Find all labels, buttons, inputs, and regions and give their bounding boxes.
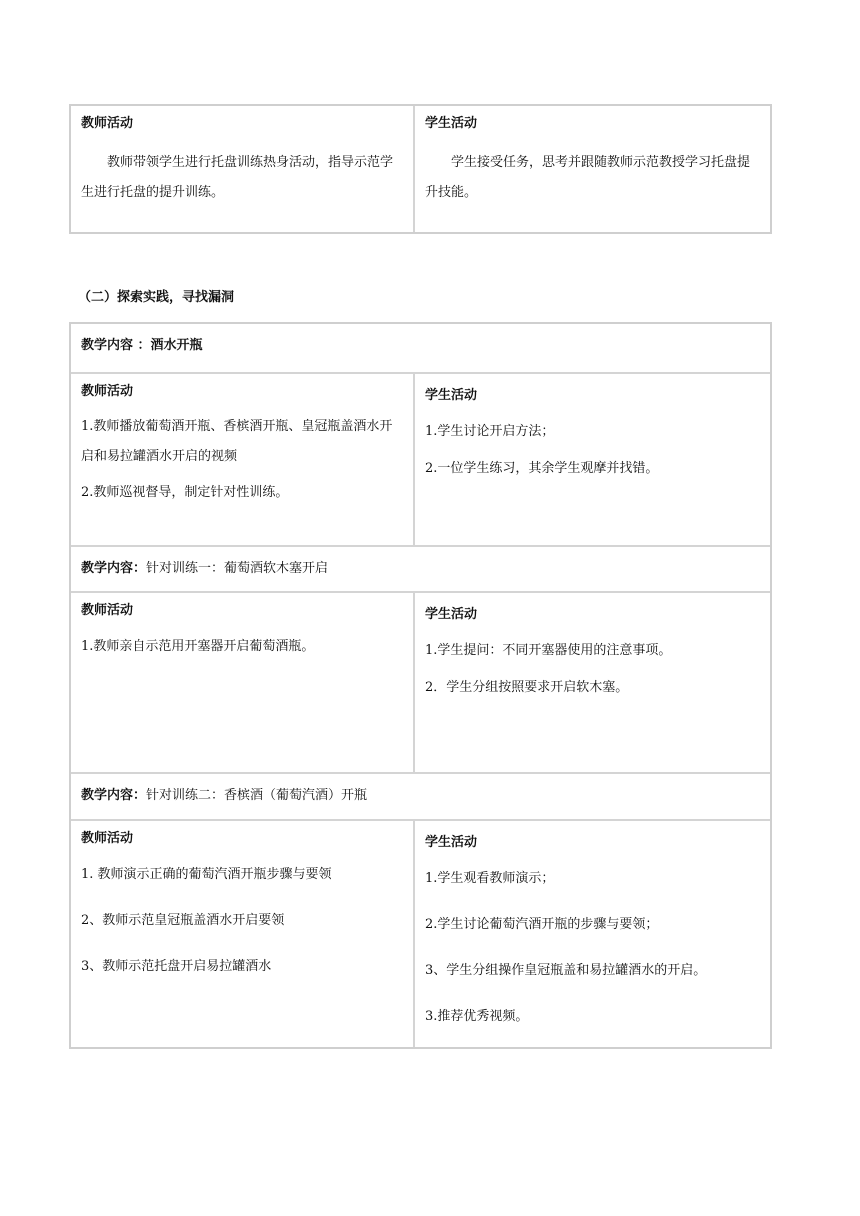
activity-table-2 <box>69 322 772 1049</box>
student-item: 2.学生讨论葡萄汽酒开瓶的步骤与要领； <box>425 917 659 932</box>
content-cell-main <box>71 324 770 372</box>
content-row-2 <box>71 772 770 819</box>
activity-table-1 <box>69 104 772 234</box>
teacher-activity-cell <box>71 821 415 1047</box>
teacher-activity-header: 教师活动 <box>81 831 134 846</box>
teacher-activity-header: 教师活动 <box>81 603 134 618</box>
content-label: 教学内容： <box>81 561 147 576</box>
student-activity-header: 学生活动 <box>425 116 478 131</box>
student-item: 1.学生观看教师演示； <box>425 871 555 886</box>
content-cell-1 <box>71 547 770 591</box>
activity-row-1 <box>71 372 770 545</box>
student-activity-cell <box>415 106 770 232</box>
content-row-main <box>71 324 770 372</box>
student-item: 2.一位学生练习，其余学生观摩并找错。 <box>425 461 659 476</box>
teacher-activity-header: 教师活动 <box>81 116 134 131</box>
teacher-activity-text: 教师带领学生进行托盘训练热身活动，指导示范学生进行托盘的提升训练。 <box>81 155 394 200</box>
content-text: 针对训练二：香槟酒（葡萄汽酒）开瓶 <box>146 788 368 803</box>
content-cell-2 <box>71 774 770 819</box>
content-row-1 <box>71 545 770 591</box>
teacher-item: 1.教师亲自示范用开塞器开启葡萄酒瓶。 <box>81 639 315 654</box>
student-activity-header: 学生活动 <box>425 388 478 403</box>
student-activity-header: 学生活动 <box>425 835 478 850</box>
student-activity-header: 学生活动 <box>425 607 478 622</box>
teacher-item: 2、教师示范皇冠瓶盖酒水开启要领 <box>81 913 285 928</box>
student-activity-text: 学生接受任务，思考并跟随教师示范教授学习托盘提升技能。 <box>425 155 751 200</box>
teacher-item: 3、教师示范托盘开启易拉罐酒水 <box>81 959 272 974</box>
student-activity-cell <box>415 593 770 772</box>
teacher-item: 2.教师巡视督导，制定针对性训练。 <box>81 485 289 500</box>
teacher-activity-cell <box>71 374 415 545</box>
teacher-item: 1. 教师演示正确的葡萄汽酒开瓶步骤与要领 <box>81 867 332 882</box>
content-main-label: 教学内容 ：酒水开瓶 <box>81 338 203 353</box>
student-item: 3.推荐优秀视频。 <box>425 1009 529 1024</box>
activity-row <box>71 106 770 232</box>
activity-row-2 <box>71 591 770 772</box>
student-item: 2．学生分组按照要求开启软木塞。 <box>425 680 629 695</box>
section-title: （二）探索实践，寻找漏洞 <box>78 290 235 305</box>
content-label: 教学内容： <box>81 788 147 803</box>
student-activity-cell <box>415 374 770 545</box>
student-item: 1.学生提问：不同开塞器使用的注意事项。 <box>425 643 672 658</box>
student-activity-cell <box>415 821 770 1047</box>
teacher-item: 1.教师播放葡萄酒开瓶、香槟酒开瓶、皇冠瓶盖酒水开启和易拉罐酒水开启的视频 <box>81 419 393 464</box>
teacher-activity-cell <box>71 106 415 232</box>
content-text: 针对训练一：葡萄酒软木塞开启 <box>146 561 329 576</box>
student-item: 1.学生讨论开启方法； <box>425 424 555 439</box>
teacher-activity-cell <box>71 593 415 772</box>
activity-row-3 <box>71 819 770 1047</box>
student-item: 3、学生分组操作皇冠瓶盖和易拉罐酒水的开启。 <box>425 963 707 978</box>
teacher-activity-header: 教师活动 <box>81 384 134 399</box>
